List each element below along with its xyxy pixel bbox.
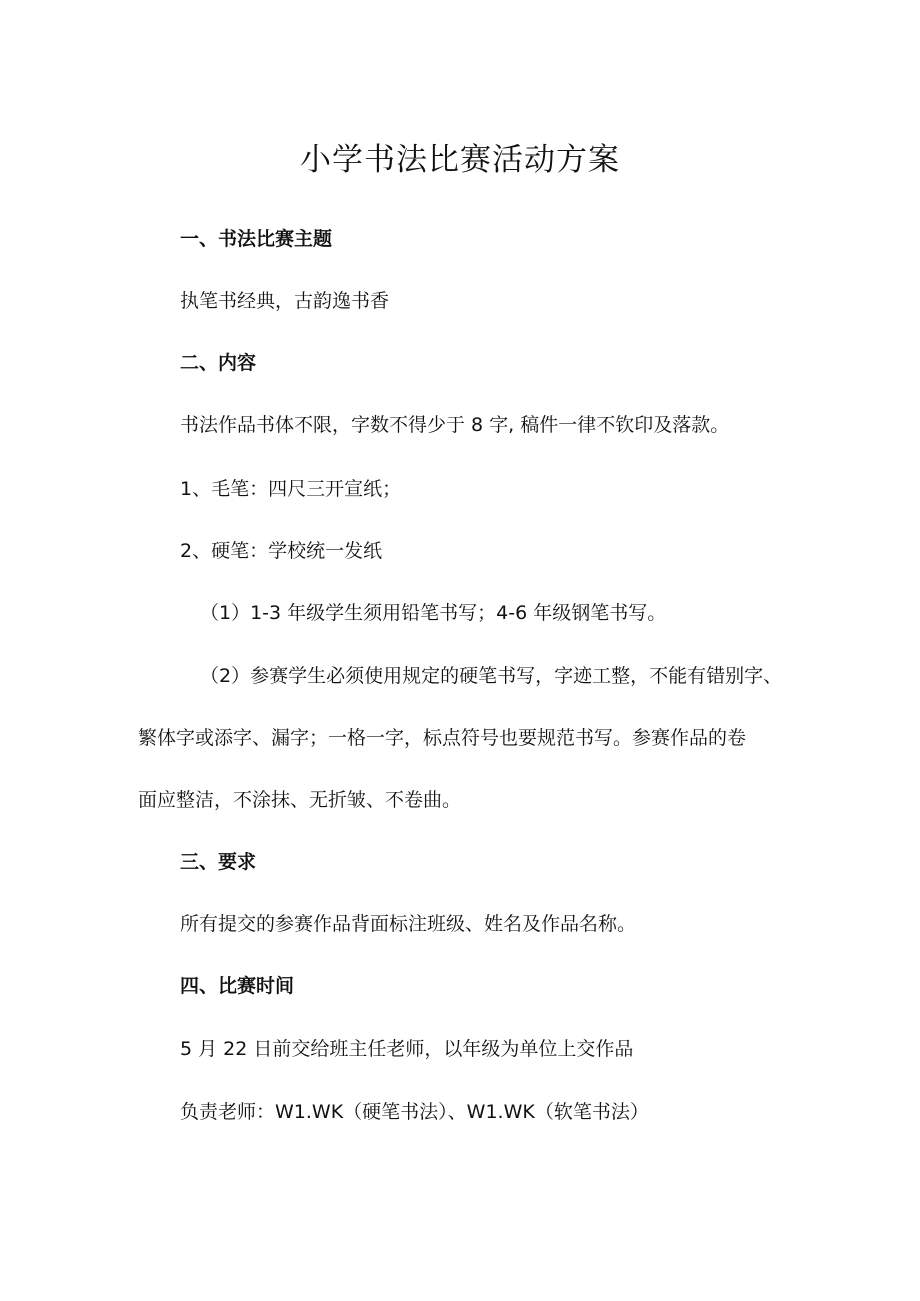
content-subitem-2-line3: 面应整洁，不涂抹、无折皱、不卷曲。 bbox=[138, 789, 462, 811]
section-heading-content: 二、内容 bbox=[180, 352, 257, 374]
teachers-text: 负责老师：W1.WK（硬笔书法）、W1.WK（软笔书法） bbox=[180, 1101, 649, 1123]
section-heading-requirements: 三、要求 bbox=[180, 851, 257, 873]
content-subitem-2-line1: （2）参赛学生必须使用规定的硬笔书写，字迹工整，不能有错别字、 bbox=[200, 665, 783, 687]
content-item-hardpen: 2、硬笔：学校统一发纸 bbox=[180, 540, 383, 562]
time-text: 5 月 22 日前交给班主任老师，以年级为单位上交作品 bbox=[180, 1038, 634, 1060]
requirements-text: 所有提交的参赛作品背面标注班级、姓名及作品名称。 bbox=[180, 913, 637, 935]
content-item-brush: 1、毛笔：四尺三开宣纸； bbox=[180, 478, 402, 500]
section-heading-time: 四、比赛时间 bbox=[180, 975, 295, 997]
theme-text: 执笔书经典，古韵逸书香 bbox=[180, 290, 390, 312]
content-intro: 书法作品书体不限，字数不得少于 8 字, 稿件一律不钦印及落款。 bbox=[180, 414, 730, 436]
content-subitem-2-line2: 繁体字或添字、漏字；一格一字，标点符号也要规范书写。参赛作品的卷 bbox=[138, 727, 747, 749]
section-heading-theme: 一、书法比赛主题 bbox=[180, 228, 333, 250]
content-subitem-1: （1）1-3 年级学生须用铅笔书写；4-6 年级钢笔书写。 bbox=[200, 602, 667, 624]
document-title: 小学书法比赛活动方案 bbox=[300, 142, 620, 178]
